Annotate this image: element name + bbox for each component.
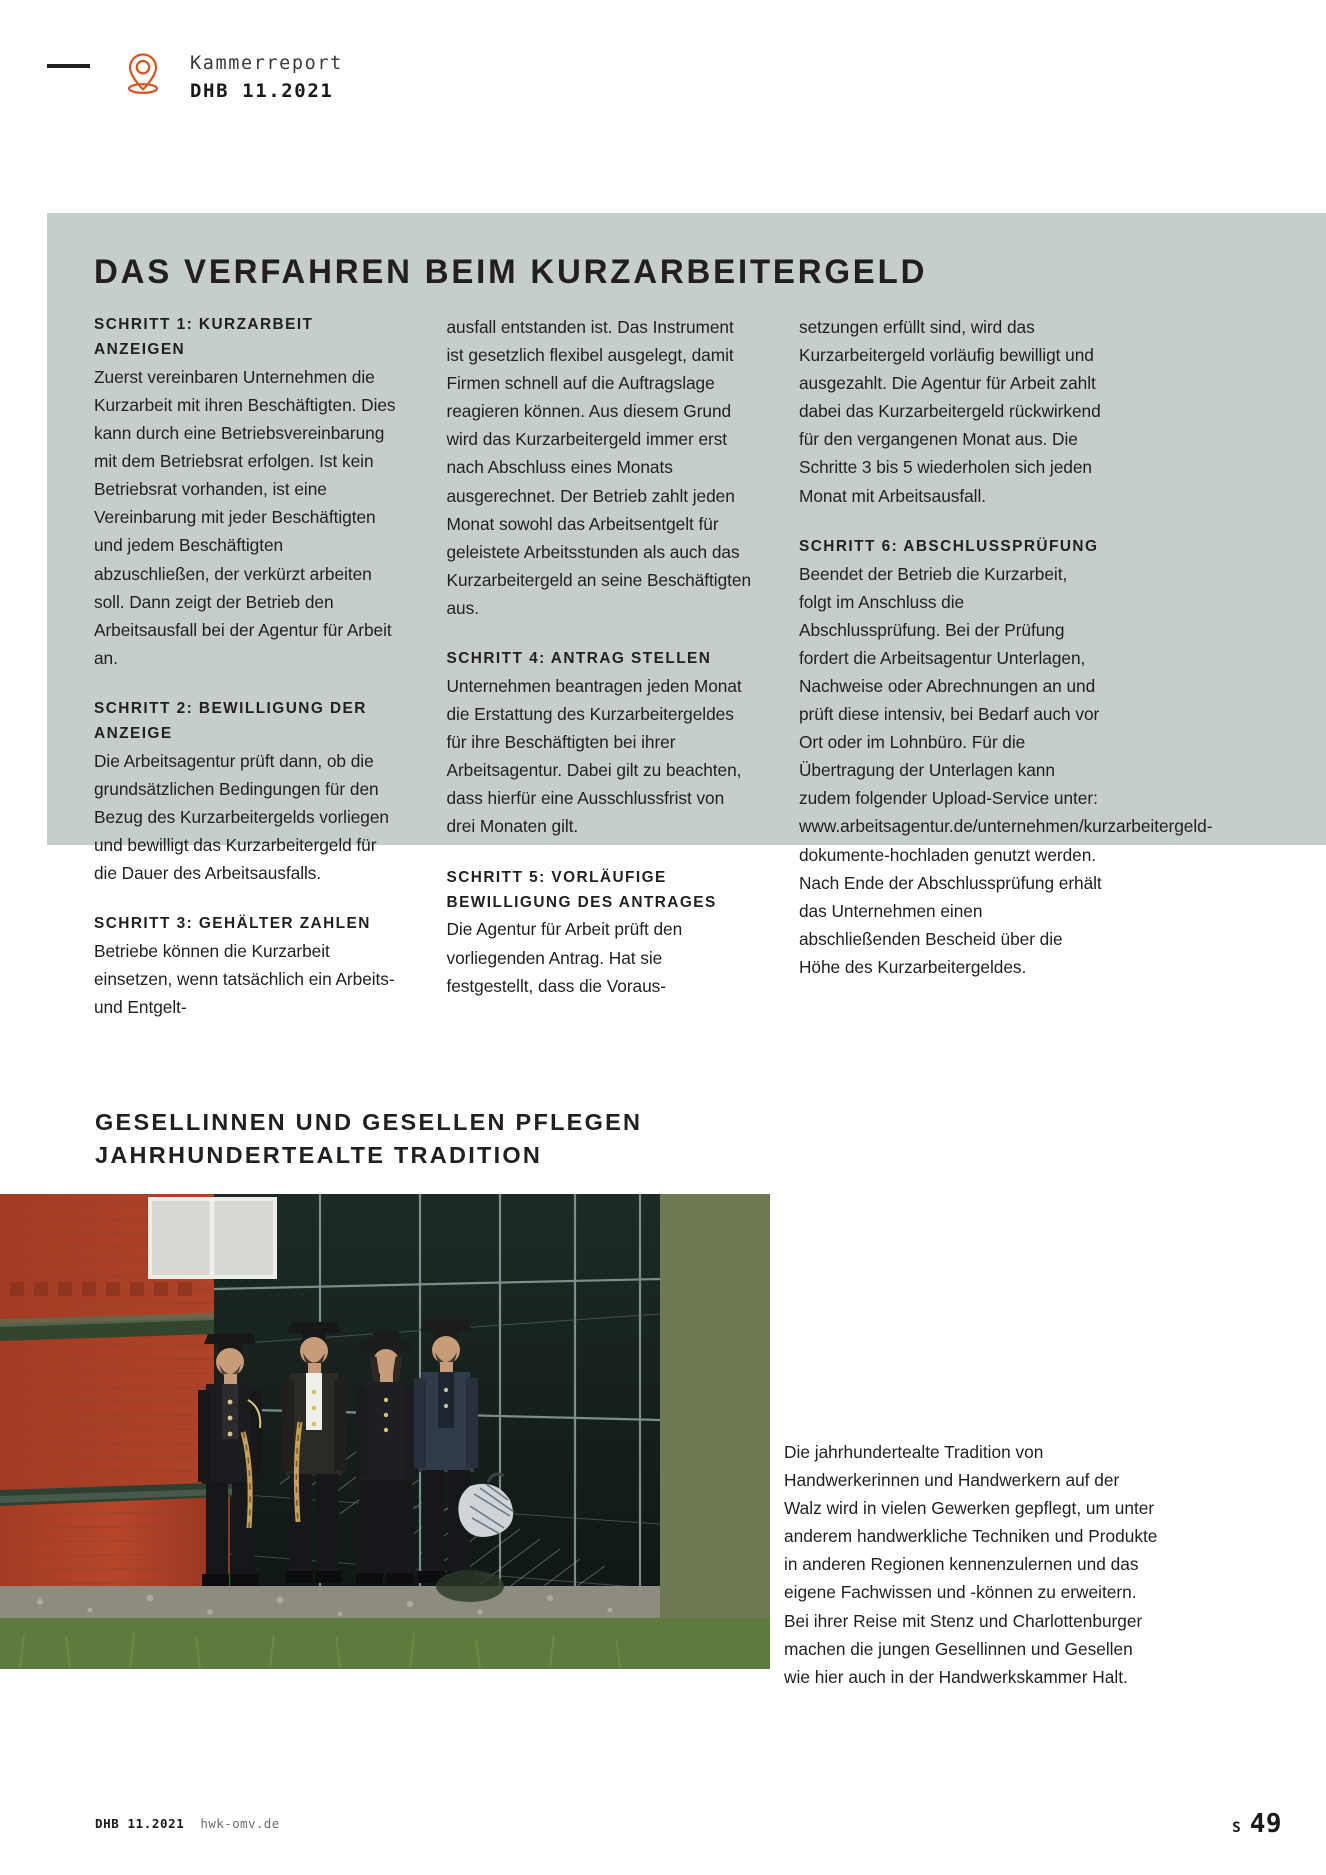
article2-title-line1: GESELLINNEN UND GESELLEN PFLEGEN bbox=[95, 1109, 643, 1135]
article-column-1 bbox=[94, 313, 399, 1022]
header-text-group bbox=[190, 52, 343, 102]
location-pin-icon bbox=[125, 51, 161, 95]
section-body: Betriebe können die Kurzarbeit einsetzen, wenn tatsächlich ein Arbeits- und Entgelt- bbox=[94, 941, 395, 1018]
paragraph-gap bbox=[447, 622, 752, 647]
section-heading: SCHRITT 5: VORLÄUFIGE BEWILLIGUNG DES ANTRAGES bbox=[446, 868, 717, 911]
section-body: Zuerst vereinbaren Unternehmen die Kurzarbeit mit ihren Beschäftigten. Dies kann durch eine Betriebsvereinbarung mit dem Betriebsrat erfolgen. Ist kein Betriebsrat vorhanden, ist eine Vereinbarung mit jeder Beschäftigten und jedem Beschäftigten abzuschließen, der verkürzt arbeiten soll. Dann zeigt der Betrieb den Arbeitsausfall bei der Agentur für Arbeit an. bbox=[94, 366, 396, 668]
article-columns bbox=[94, 313, 1213, 1022]
footer-issue: DHB 11.2021 bbox=[95, 1816, 185, 1831]
article-panel bbox=[47, 213, 1326, 1018]
photo-caption: Die jahrhundertealte Tradition von Handwerkerinnen und Handwerkern auf der Walz wird in vielen Gewerken gepflegt, um unter anderem handwerkliche Techniken und Produkte in anderen Regionen kennenzulernen und das eigene Fachwissen und -können zu erweitern. Bei ihrer Reise mit Stenz und Charlottenburger machen die jungen Gesellinnen und Gesellen wie hier auch in der Handwerkskammer Halt. bbox=[784, 1442, 1158, 1687]
header-kicker: Kammerreport bbox=[190, 53, 343, 74]
journeymen-photo bbox=[0, 1194, 770, 1669]
article2-title-line2: JAHRHUNDERTEALTE TRADITION bbox=[95, 1142, 543, 1169]
section-body: Die Arbeitsagentur prüft dann, ob die grundsätzlichen Bedingungen für den Bezug des Kurzarbeitergelds vorliegen und bewilligt das Kurzarbeitergeld für die Dauer des Arbeitsausfalls. bbox=[94, 750, 389, 884]
footer-website[interactable]: hwk-omv.de bbox=[200, 1816, 280, 1831]
section-heading: SCHRITT 1: KURZARBEIT ANZEIGEN bbox=[94, 316, 314, 358]
article-column-3 bbox=[799, 313, 1213, 1022]
article2-title bbox=[95, 1106, 642, 1173]
paragraph-gap bbox=[94, 887, 399, 912]
section-body: Beendet der Betrieb die Kurzarbeit, folgt im Anschluss die Abschlussprüfung. Bei der Prüfung fordert die Arbeitsagentur Unterlagen, Nachweise oder Abrechnungen an und prüft diese intensiv, bei Bedarf auch vor Ort oder im Lohnbüro. Für die Übertragung der Unterlagen kann zudem folgender Upload-Service unter: www.arbeitsagentur.de/unternehmen/kurzarbeitergeld-dokumente-hochladen genutzt werden. Nach Ende der Abschlussprüfung erhält das Unternehmen einen abschließenden Bescheid über die Höhe des Kurzarbeitergeldes. bbox=[799, 563, 1213, 977]
paragraph-gap bbox=[799, 510, 1104, 535]
page-label: S bbox=[1232, 1820, 1241, 1836]
section-body: Unternehmen beantragen jeden Monat die Erstattung des Kurzarbeitergeldes für ihre Beschäftigten bei ihrer Arbeitsagentur. Dabei gilt zu beachten, dass hierfür eine Ausschlussfrist von drei Monaten gilt. bbox=[446, 675, 742, 837]
page-title: DAS VERFAHREN BEIM KURZARBEITERGELD bbox=[94, 253, 928, 291]
header-issue: DHB 11.2021 bbox=[190, 80, 334, 103]
article-column-2 bbox=[447, 313, 752, 1022]
section-heading: SCHRITT 4: ANTRAG STELLEN bbox=[446, 650, 712, 668]
page-number: 49 bbox=[1249, 1809, 1282, 1839]
paragraph-gap bbox=[94, 672, 399, 697]
section-body: ausfall entstanden ist. Das Instrument ist gesetzlich flexibel ausgelegt, damit Firmen schnell auf die Auftragslage reagieren können. Aus diesem Grund wird das Kurzarbeitergeld immer erst nach Abschluss eines Monats ausgerechnet. Der Betrieb zahlt jeden Monat sowohl das Arbeitsentgelt für geleistete Arbeitsstunden als auch das Kurzarbeitergeld an seine Beschäftigten aus. bbox=[446, 317, 752, 618]
footer-left bbox=[95, 1816, 280, 1831]
page-header bbox=[47, 26, 1282, 103]
section-body: Die Agentur für Arbeit prüft den vorliegenden Antrag. Hat sie festgestellt, dass die Voraus- bbox=[446, 919, 683, 996]
footer-right bbox=[1232, 1809, 1282, 1839]
header-rule bbox=[47, 64, 90, 68]
photo-credit: Foto: © HWK bbox=[848, 1200, 859, 1261]
section-heading: SCHRITT 2: BEWILLIGUNG DER ANZEIGE bbox=[94, 699, 367, 742]
section-heading: SCHRITT 3: GEHÄLTER ZAHLEN bbox=[94, 915, 371, 933]
paragraph-gap bbox=[447, 841, 752, 866]
section-heading: SCHRITT 6: ABSCHLUSSPRÜFUNG bbox=[799, 537, 1099, 555]
section-body: setzungen erfüllt sind, wird das Kurzarbeitergeld vorläufig bewilligt und ausgezahlt. Die Agentur für Arbeit zahlt dabei das Kurzarbeitergeld rückwirkend für den vergangenen Monat aus. Die Schritte 3 bis 5 wiederholen sich jeden Monat mit Arbeitsausfall. bbox=[799, 317, 1101, 506]
